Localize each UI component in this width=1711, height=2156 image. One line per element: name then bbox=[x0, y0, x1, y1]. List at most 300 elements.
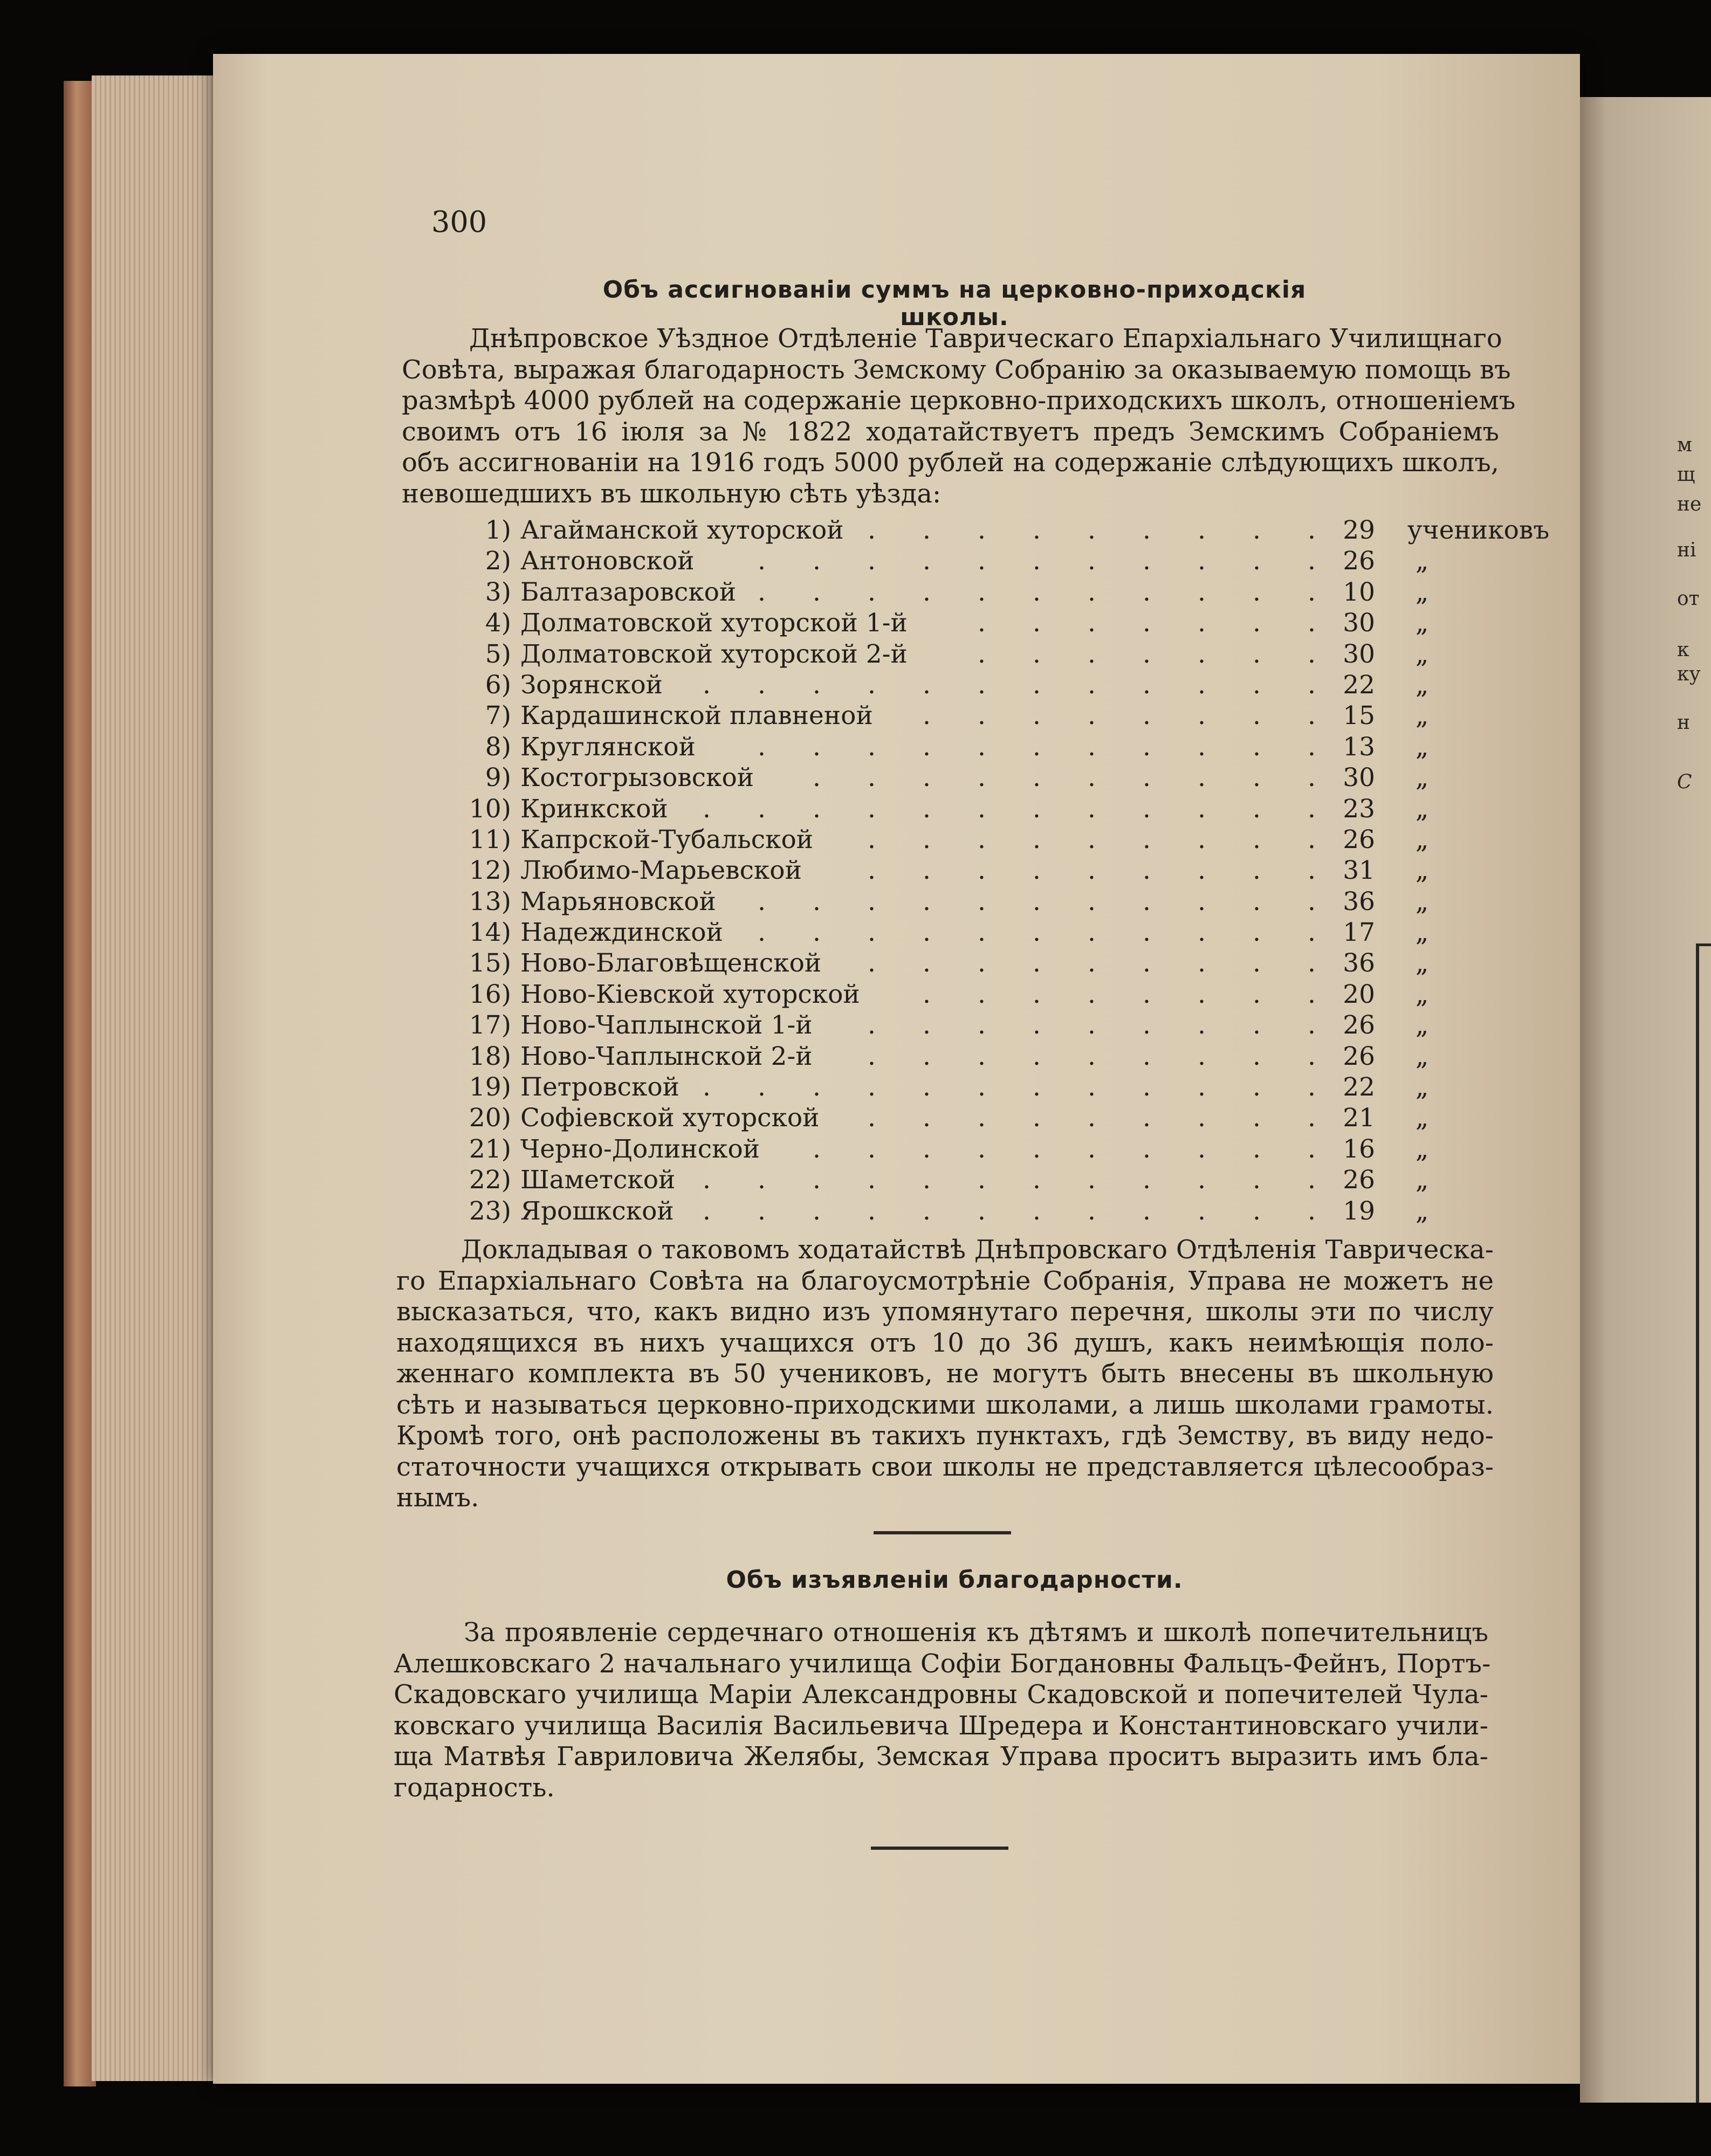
leader-dot: . bbox=[758, 1165, 766, 1195]
leader-dot: . bbox=[1033, 546, 1041, 576]
gratitude-paragraph bbox=[394, 1617, 1491, 1803]
leader-dot: . bbox=[1198, 670, 1206, 700]
leader-dot: . bbox=[1308, 701, 1316, 731]
school-row bbox=[448, 948, 1515, 979]
leader-dot: . bbox=[1033, 732, 1041, 762]
leader-dot: . bbox=[978, 515, 986, 545]
text-line: Алешковскаго 2 начальнаго училища Софіи Богдановны Фальцъ-Фейнъ, Портъ- bbox=[394, 1648, 1491, 1679]
next-page-fragment: С bbox=[1677, 771, 1692, 793]
leader-dot: . bbox=[1308, 918, 1316, 948]
school-row bbox=[448, 886, 1515, 917]
school-number: 6) bbox=[485, 670, 511, 700]
leader-dot: . bbox=[1308, 1010, 1316, 1041]
leader-dot: . bbox=[703, 1072, 711, 1103]
leader-dot: . bbox=[1253, 670, 1261, 700]
leader-dot: . bbox=[1198, 639, 1206, 669]
leader-dot: . bbox=[923, 670, 931, 700]
school-row bbox=[448, 1134, 1515, 1165]
leader-dot: . bbox=[1308, 1165, 1316, 1195]
book-spine bbox=[64, 81, 96, 2086]
leader-dot: . bbox=[1198, 577, 1206, 607]
next-page-fragment: н bbox=[1677, 712, 1690, 734]
leader-dot: . bbox=[1088, 1072, 1096, 1103]
pupil-count: 30 bbox=[1343, 608, 1375, 638]
pupil-count: 26 bbox=[1343, 824, 1375, 855]
text-line: ща Матвѣя Гавриловича Желябы, Земская Управа проситъ выразить имъ бла- bbox=[394, 1741, 1488, 1772]
leader-dot: . bbox=[703, 1165, 711, 1195]
leader-dot: . bbox=[1253, 1072, 1261, 1103]
leader-dot: . bbox=[868, 886, 876, 917]
text-line: размѣрѣ 4000 рублей на содержаніе церковно-приходскихъ школъ, отношеніемъ bbox=[402, 385, 1516, 416]
pupil-count: 26 bbox=[1343, 546, 1375, 576]
leader-dot: . bbox=[1033, 608, 1041, 638]
leader-dot: . bbox=[923, 1196, 931, 1226]
leader-dot: . bbox=[1033, 1010, 1041, 1041]
leader-dot: . bbox=[1253, 918, 1261, 948]
text-line: статочности учащихся открывать свои школы не представляется цѣлесообраз- bbox=[396, 1451, 1494, 1482]
leader-dot: . bbox=[923, 1041, 931, 1071]
school-name: Долматовской хуторской 1-й bbox=[520, 608, 908, 638]
leader-dot: . bbox=[1143, 794, 1151, 824]
school-name: Софіевской хуторской bbox=[520, 1103, 820, 1133]
leader-dot: . bbox=[1033, 577, 1041, 607]
leader-dot: . bbox=[923, 732, 931, 762]
leader-dot: . bbox=[1143, 732, 1151, 762]
leader-dot: . bbox=[1088, 1041, 1096, 1071]
leader-dot: . bbox=[1143, 1103, 1151, 1133]
leader-dot: . bbox=[1143, 1072, 1151, 1103]
leader-dot: . bbox=[758, 794, 766, 824]
leader-dot: . bbox=[1253, 639, 1261, 669]
leader-dot: . bbox=[1088, 732, 1096, 762]
pupil-count: 13 bbox=[1343, 732, 1375, 762]
leader-dot: . bbox=[978, 948, 986, 979]
school-name: Кринкской bbox=[520, 794, 668, 824]
school-name: Ново-Кіевской хуторской bbox=[520, 979, 860, 1009]
leader-dot: . bbox=[1198, 1165, 1206, 1195]
leader-dot: . bbox=[978, 577, 986, 607]
school-row bbox=[448, 639, 1515, 670]
leader-dot: . bbox=[1198, 856, 1206, 886]
leader-dot: . bbox=[1198, 824, 1206, 855]
leader-dot: . bbox=[1253, 546, 1261, 576]
school-number: 1) bbox=[485, 515, 511, 545]
school-row bbox=[448, 577, 1515, 608]
leader-dot: . bbox=[1088, 1196, 1096, 1226]
leader-dot: . bbox=[868, 577, 876, 607]
ditto-mark: „ bbox=[1415, 948, 1429, 979]
leader-dot: . bbox=[978, 1196, 986, 1226]
next-page-fragment: м bbox=[1677, 434, 1693, 456]
school-name: Ново-Благовѣщенской bbox=[520, 948, 822, 979]
ditto-mark: „ bbox=[1415, 732, 1429, 762]
pupil-count: 30 bbox=[1343, 639, 1375, 669]
pupil-count: 22 bbox=[1343, 1072, 1375, 1103]
leader-dot: . bbox=[923, 701, 931, 731]
leader-dot: . bbox=[703, 670, 711, 700]
leader-dot: . bbox=[1088, 886, 1096, 917]
page-edges bbox=[92, 75, 221, 2081]
leader-dot: . bbox=[978, 1041, 986, 1071]
ditto-mark: „ bbox=[1415, 979, 1429, 1009]
leader-dot: . bbox=[1143, 577, 1151, 607]
school-number: 8) bbox=[485, 732, 511, 762]
leader-dot: . bbox=[1033, 1196, 1041, 1226]
leader-dot: . bbox=[703, 1196, 711, 1226]
ditto-mark: „ bbox=[1415, 639, 1429, 669]
school-row bbox=[448, 515, 1550, 546]
leader-dot: . bbox=[1198, 1134, 1206, 1164]
school-number: 19) bbox=[469, 1072, 511, 1103]
school-row bbox=[448, 700, 1515, 731]
leader-dot: . bbox=[813, 918, 821, 948]
leader-dot: . bbox=[1143, 515, 1151, 545]
ditto-mark: „ bbox=[1415, 701, 1429, 731]
ditto-mark: „ bbox=[1415, 670, 1429, 700]
text-line: находящихся въ нихъ учащихся отъ 10 до 36 душъ, какъ неимѣющія поло- bbox=[396, 1327, 1494, 1358]
school-name: Черно-Долинской bbox=[520, 1134, 760, 1164]
leader-dot: . bbox=[1143, 1010, 1151, 1041]
leader-dot: . bbox=[1308, 577, 1316, 607]
leader-dot: . bbox=[1253, 701, 1261, 731]
leader-dot: . bbox=[923, 979, 931, 1009]
leader-dot: . bbox=[1088, 608, 1096, 638]
school-name: Капрской-Тубальской bbox=[520, 824, 814, 855]
leader-dot: . bbox=[1143, 546, 1151, 576]
leader-dot: . bbox=[813, 886, 821, 917]
ditto-mark: „ bbox=[1415, 763, 1429, 793]
leader-dot: . bbox=[1253, 824, 1261, 855]
pupil-count: 30 bbox=[1343, 763, 1375, 793]
leader-dot: . bbox=[813, 546, 821, 576]
text-line: годарность. bbox=[394, 1772, 555, 1803]
leader-dot: . bbox=[1143, 1196, 1151, 1226]
leader-dot: . bbox=[1198, 918, 1206, 948]
leader-dot: . bbox=[1253, 515, 1261, 545]
leader-dot: . bbox=[1088, 701, 1096, 731]
leader-dot: . bbox=[978, 763, 986, 793]
leader-dot: . bbox=[758, 1196, 766, 1226]
leader-dot: . bbox=[978, 979, 986, 1009]
school-number: 16) bbox=[469, 979, 511, 1009]
leader-dot: . bbox=[923, 794, 931, 824]
pupil-count: 29 bbox=[1343, 515, 1375, 545]
school-row bbox=[448, 1072, 1515, 1103]
ditto-mark: „ bbox=[1415, 794, 1429, 824]
leader-dot: . bbox=[1143, 1165, 1151, 1195]
leader-dot: . bbox=[1253, 886, 1261, 917]
leader-dot: . bbox=[1088, 577, 1096, 607]
pupil-count: 36 bbox=[1343, 948, 1375, 979]
leader-dot: . bbox=[1308, 732, 1316, 762]
leader-dot: . bbox=[1308, 1196, 1316, 1226]
leader-dot: . bbox=[813, 1196, 821, 1226]
school-number: 21) bbox=[469, 1134, 511, 1164]
leader-dot: . bbox=[1033, 856, 1041, 886]
school-row bbox=[448, 855, 1515, 886]
leader-dot: . bbox=[1308, 546, 1316, 576]
leader-dot: . bbox=[868, 918, 876, 948]
leader-dot: . bbox=[1198, 794, 1206, 824]
leader-dot: . bbox=[1088, 639, 1096, 669]
leader-dot: . bbox=[1143, 608, 1151, 638]
next-page-table-edge bbox=[1696, 943, 1699, 2103]
leader-dot: . bbox=[978, 732, 986, 762]
next-page-fragment: от bbox=[1677, 588, 1700, 610]
school-number: 14) bbox=[469, 918, 511, 948]
leader-dot: . bbox=[1033, 824, 1041, 855]
school-number: 23) bbox=[469, 1196, 511, 1226]
leader-dot: . bbox=[1033, 794, 1041, 824]
leader-dot: . bbox=[978, 918, 986, 948]
leader-dot: . bbox=[1033, 639, 1041, 669]
leader-dot: . bbox=[1198, 732, 1206, 762]
leader-dot: . bbox=[1253, 1103, 1261, 1133]
leader-dot: . bbox=[1033, 1134, 1041, 1164]
leader-dot: . bbox=[1308, 1134, 1316, 1164]
leader-dot: . bbox=[868, 856, 876, 886]
next-page-fragment: ні bbox=[1677, 539, 1696, 561]
school-number: 12) bbox=[469, 856, 511, 886]
leader-dot: . bbox=[1198, 886, 1206, 917]
leader-dot: . bbox=[868, 732, 876, 762]
leader-dot: . bbox=[1198, 1072, 1206, 1103]
leader-dot: . bbox=[923, 1072, 931, 1103]
next-page-fragment: к bbox=[1677, 639, 1689, 661]
section-title-gratitude: Объ изъявленіи благодарности. bbox=[726, 1566, 1183, 1594]
leader-dot: . bbox=[1088, 1165, 1096, 1195]
school-name: Любимо-Марьевской bbox=[520, 856, 802, 886]
school-number: 13) bbox=[469, 886, 511, 917]
school-row bbox=[448, 1165, 1515, 1195]
leader-dot: . bbox=[758, 918, 766, 948]
school-name: Ново-Чаплынской 1-й bbox=[520, 1010, 813, 1041]
leader-dot: . bbox=[1308, 763, 1316, 793]
leader-dot: . bbox=[1088, 763, 1096, 793]
leader-dot: . bbox=[1088, 794, 1096, 824]
leader-dot: . bbox=[1198, 608, 1206, 638]
school-row bbox=[448, 762, 1515, 793]
leader-dot: . bbox=[978, 1010, 986, 1041]
school-name: Круглянской bbox=[520, 732, 696, 762]
ditto-mark: „ bbox=[1415, 1134, 1429, 1164]
section-divider bbox=[871, 1847, 1008, 1850]
school-row bbox=[448, 917, 1515, 948]
leader-dot: . bbox=[923, 546, 931, 576]
pupil-count: 31 bbox=[1343, 856, 1375, 886]
leader-dot: . bbox=[1308, 1072, 1316, 1103]
pupil-count: 26 bbox=[1343, 1165, 1375, 1195]
leader-dot: . bbox=[1143, 701, 1151, 731]
ditto-mark: „ bbox=[1415, 608, 1429, 638]
school-row bbox=[448, 1010, 1515, 1041]
leader-dot: . bbox=[868, 1165, 876, 1195]
school-number: 22) bbox=[469, 1165, 511, 1195]
leader-dot: . bbox=[1308, 979, 1316, 1009]
section-divider bbox=[874, 1531, 1011, 1534]
leader-dot: . bbox=[1088, 670, 1096, 700]
page-number: 300 bbox=[431, 205, 487, 239]
leader-dot: . bbox=[758, 546, 766, 576]
leader-dot: . bbox=[868, 1072, 876, 1103]
leader-dot: . bbox=[1198, 1010, 1206, 1041]
school-row bbox=[448, 824, 1515, 855]
leader-dot: . bbox=[1198, 948, 1206, 979]
school-row bbox=[448, 1041, 1515, 1072]
leader-dot: . bbox=[1308, 639, 1316, 669]
leader-dot: . bbox=[868, 763, 876, 793]
school-name: Антоновской bbox=[520, 546, 695, 576]
school-name: Агайманской хуторской bbox=[520, 515, 844, 545]
leader-dot: . bbox=[758, 670, 766, 700]
leader-dot: . bbox=[978, 701, 986, 731]
leader-dot: . bbox=[1143, 918, 1151, 948]
leader-dot: . bbox=[1088, 1134, 1096, 1164]
leader-dot: . bbox=[1088, 979, 1096, 1009]
leader-dot: . bbox=[1253, 1041, 1261, 1071]
school-number: 15) bbox=[469, 948, 511, 979]
pupil-count: 17 bbox=[1343, 918, 1375, 948]
leader-dot: . bbox=[923, 763, 931, 793]
leader-dot: . bbox=[1253, 577, 1261, 607]
leader-dot: . bbox=[758, 1072, 766, 1103]
leader-dot: . bbox=[923, 1134, 931, 1164]
leader-dot: . bbox=[923, 856, 931, 886]
leader-dot: . bbox=[1143, 948, 1151, 979]
leader-dot: . bbox=[978, 608, 986, 638]
leader-dot: . bbox=[1198, 1041, 1206, 1071]
school-name: Кардашинской плавненой bbox=[520, 701, 873, 731]
leader-dot: . bbox=[1143, 1041, 1151, 1071]
leader-dot: . bbox=[1253, 1196, 1261, 1226]
text-line: высказаться, что, какъ видно изъ упомянутаго перечня, школы эти по числу bbox=[396, 1297, 1494, 1327]
pupil-count: 22 bbox=[1343, 670, 1375, 700]
ditto-mark: „ bbox=[1415, 856, 1429, 886]
leader-dot: . bbox=[868, 1134, 876, 1164]
leader-dot: . bbox=[1088, 1010, 1096, 1041]
school-row bbox=[448, 979, 1515, 1010]
leader-dot: . bbox=[1253, 732, 1261, 762]
leader-dot: . bbox=[813, 794, 821, 824]
leader-dot: . bbox=[868, 1196, 876, 1226]
pupil-count: 26 bbox=[1343, 1010, 1375, 1041]
leader-dot: . bbox=[1143, 1134, 1151, 1164]
leader-dot: . bbox=[978, 886, 986, 917]
leader-dot: . bbox=[1198, 979, 1206, 1009]
ditto-mark: „ bbox=[1415, 1010, 1429, 1041]
leader-dot: . bbox=[1308, 608, 1316, 638]
leader-dot: . bbox=[1308, 1103, 1316, 1133]
leader-dot: . bbox=[1143, 856, 1151, 886]
text-line: нымъ. bbox=[396, 1483, 479, 1513]
leader-dot: . bbox=[1308, 670, 1316, 700]
leader-dot: . bbox=[868, 670, 876, 700]
school-number: 4) bbox=[485, 608, 511, 638]
leader-dot: . bbox=[1033, 918, 1041, 948]
school-row bbox=[448, 608, 1515, 638]
leader-dot: . bbox=[1143, 670, 1151, 700]
leader-dot: . bbox=[1033, 886, 1041, 917]
leader-dot: . bbox=[813, 1134, 821, 1164]
pupil-count: 36 bbox=[1343, 886, 1375, 917]
leader-dot: . bbox=[978, 1134, 986, 1164]
school-name: Петровской bbox=[520, 1072, 679, 1103]
leader-dot: . bbox=[978, 1103, 986, 1133]
school-number: 17) bbox=[469, 1010, 511, 1041]
leader-dot: . bbox=[923, 1165, 931, 1195]
text-line: объ ассигнованіи на 1916 годъ 5000 рублей на содержаніе слѣдующихъ школъ, bbox=[402, 447, 1499, 478]
school-row bbox=[448, 546, 1515, 576]
pupil-unit-label: учениковъ bbox=[1407, 515, 1550, 545]
leader-dot: . bbox=[1198, 515, 1206, 545]
leader-dot: . bbox=[868, 794, 876, 824]
leader-dot: . bbox=[1308, 794, 1316, 824]
school-number: 5) bbox=[485, 639, 511, 669]
school-row bbox=[448, 670, 1515, 700]
leader-dot: . bbox=[1088, 546, 1096, 576]
leader-dot: . bbox=[758, 886, 766, 917]
school-row bbox=[448, 794, 1515, 824]
school-row bbox=[448, 732, 1515, 762]
text-line: женнаго комплекта въ 50 учениковъ, не могутъ быть внесены въ школьную bbox=[396, 1359, 1494, 1389]
text-line: Совѣта, выражая благодарность Земскому Собранію за оказываемую помощь въ bbox=[402, 354, 1511, 385]
leader-dot: . bbox=[1033, 701, 1041, 731]
leader-dot: . bbox=[978, 639, 986, 669]
leader-dot: . bbox=[1033, 670, 1041, 700]
school-number: 7) bbox=[485, 701, 511, 731]
school-name: Ново-Чаплынской 2-й bbox=[520, 1041, 813, 1071]
leader-dot: . bbox=[1308, 515, 1316, 545]
leader-dot: . bbox=[813, 1165, 821, 1195]
school-name: Ярошкской bbox=[520, 1196, 674, 1226]
leader-dot: . bbox=[1033, 948, 1041, 979]
pupil-count: 23 bbox=[1343, 794, 1375, 824]
leader-dot: . bbox=[978, 824, 986, 855]
leader-dot: . bbox=[1033, 515, 1041, 545]
leader-dot: . bbox=[923, 577, 931, 607]
leader-dot: . bbox=[1088, 918, 1096, 948]
intro-paragraph bbox=[402, 323, 1516, 509]
pupil-count: 10 bbox=[1343, 577, 1375, 607]
report-paragraph bbox=[396, 1235, 1494, 1514]
ditto-mark: „ bbox=[1415, 886, 1429, 917]
text-line: Кромѣ того, онѣ расположены въ такихъ пунктахъ, гдѣ Земству, въ виду недо- bbox=[396, 1421, 1494, 1451]
text-line: своимъ отъ 16 іюля за № 1822 ходатайствуетъ предъ Земскимъ Собраніемъ bbox=[402, 416, 1499, 447]
school-name: Долматовской хуторской 2-й bbox=[520, 639, 908, 669]
leader-dot: . bbox=[1033, 1041, 1041, 1071]
leader-dot: . bbox=[978, 1072, 986, 1103]
leader-dot: . bbox=[1253, 794, 1261, 824]
school-name: Шаметской bbox=[520, 1165, 676, 1195]
leader-dot: . bbox=[1308, 1041, 1316, 1071]
leader-dot: . bbox=[978, 670, 986, 700]
leader-dot: . bbox=[1253, 1134, 1261, 1164]
ditto-mark: „ bbox=[1415, 546, 1429, 576]
leader-dot: . bbox=[813, 732, 821, 762]
leader-dot: . bbox=[1143, 824, 1151, 855]
school-number: 2) bbox=[485, 546, 511, 576]
next-page-fragment: щ bbox=[1677, 464, 1695, 486]
school-row bbox=[448, 1103, 1515, 1133]
leader-dot: . bbox=[1143, 979, 1151, 1009]
school-name: Зорянской bbox=[520, 670, 663, 700]
school-number: 10) bbox=[469, 794, 511, 824]
leader-dot: . bbox=[923, 824, 931, 855]
section-title-appropriation: Объ ассигнованіи суммъ на церковно-приходскія школы. bbox=[602, 276, 1307, 331]
leader-dot: . bbox=[1143, 886, 1151, 917]
leader-dot: . bbox=[1253, 1010, 1261, 1041]
leader-dot: . bbox=[1308, 856, 1316, 886]
